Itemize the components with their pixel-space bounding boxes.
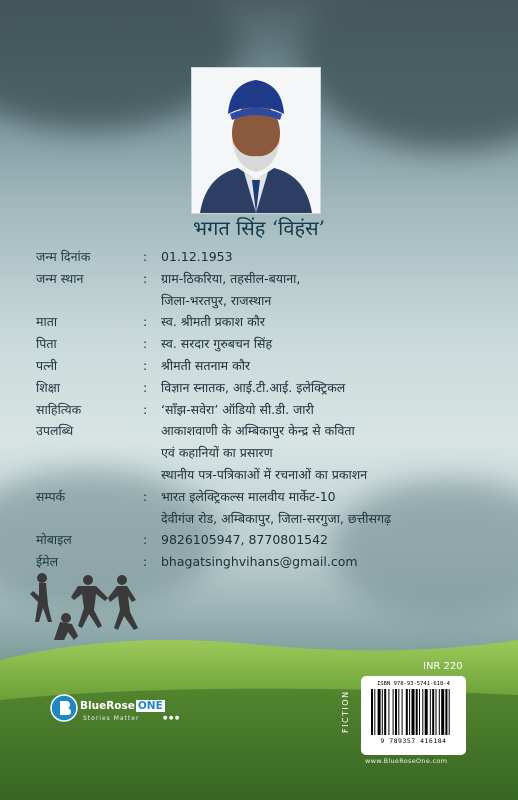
detail-value bbox=[161, 246, 496, 268]
cloud bbox=[300, 0, 518, 150]
detail-value-line: स्व. श्रीमती प्रकाश कौर bbox=[161, 314, 266, 330]
detail-value-line: 01.12.1953 bbox=[161, 249, 233, 264]
barcode-bar bbox=[425, 689, 428, 735]
detail-value-line: आकाशवाणी के अम्बिकापुर केन्द्र से कविता bbox=[161, 423, 355, 439]
detail-row bbox=[36, 399, 496, 421]
barcode-bar bbox=[378, 689, 381, 735]
author-details bbox=[36, 246, 496, 573]
barcode-bar bbox=[384, 689, 386, 735]
detail-value-line: ग्राम-ठिकरिया, तहसील-बयाना, bbox=[161, 270, 301, 286]
detail-value-line: देवीगंज रोड, अम्बिकापुर, जिला-सरगुजा, छत्तीसगढ़ bbox=[161, 510, 392, 526]
barcode-bar bbox=[398, 689, 399, 735]
detail-value bbox=[161, 529, 496, 551]
barcode-bars bbox=[371, 689, 456, 735]
isbn-barcode bbox=[361, 676, 466, 755]
detail-row bbox=[36, 529, 496, 551]
detail-separator: : bbox=[143, 249, 148, 264]
barcode-bar bbox=[402, 689, 403, 735]
detail-value bbox=[161, 377, 496, 399]
detail-row bbox=[36, 420, 496, 485]
detail-value-line: bhagatsinghvihans@gmail.com bbox=[161, 554, 358, 570]
detail-value-line: श्रीमती सतनाम कौर bbox=[161, 357, 251, 373]
detail-label: जन्म दिनांक bbox=[36, 249, 91, 264]
author-photo bbox=[191, 67, 321, 214]
detail-label: माता bbox=[36, 314, 58, 330]
barcode-bar bbox=[395, 689, 397, 735]
detail-row bbox=[36, 268, 496, 312]
detail-label: जन्म स्थान bbox=[36, 270, 84, 286]
detail-value bbox=[161, 399, 496, 421]
detail-value-line: 9826105947, 8770801542 bbox=[161, 532, 329, 548]
price: INR 220 bbox=[423, 661, 463, 672]
detail-value bbox=[161, 268, 496, 312]
detail-value-line: एवं कहानियों का प्रसारण bbox=[161, 445, 273, 461]
detail-separator: : bbox=[143, 314, 148, 330]
author-name: भगत सिंह ‘विहंस’ bbox=[193, 216, 325, 240]
detail-row bbox=[36, 355, 496, 377]
detail-value-line: स्व. सरदार गुरुबचन सिंह bbox=[161, 336, 273, 352]
detail-value bbox=[161, 333, 496, 355]
detail-label: शिक्षा bbox=[36, 379, 60, 395]
barcode-bar bbox=[439, 689, 440, 735]
barcode-bar bbox=[422, 689, 423, 735]
publisher-name: BlueRose ONE bbox=[80, 700, 163, 712]
detail-separator: : bbox=[143, 336, 148, 352]
children-silhouette bbox=[24, 570, 174, 642]
detail-value bbox=[161, 311, 496, 333]
detail-label: पत्नी bbox=[36, 357, 58, 373]
detail-row bbox=[36, 486, 496, 530]
social-icons: ● ● ● bbox=[163, 715, 180, 721]
detail-value bbox=[161, 486, 496, 530]
detail-value-line: भारत इलेक्ट्रिकल्स मालवीय मार्केट-10 bbox=[161, 488, 336, 504]
detail-value bbox=[161, 355, 496, 377]
barcode-bar bbox=[432, 689, 434, 735]
barcode-bar bbox=[449, 689, 450, 735]
detail-value-line: विज्ञान स्नातक, आई.टी.आई. इलेक्ट्रिकल bbox=[161, 379, 346, 395]
barcode-bar bbox=[416, 689, 418, 735]
barcode-bar bbox=[445, 689, 447, 735]
detail-separator: : bbox=[143, 488, 148, 504]
barcode-bar bbox=[441, 689, 444, 735]
detail-value-line: स्थानीय पत्र-पत्रिकाओं में रचनाओं का प्रकाशन bbox=[161, 466, 368, 482]
detail-value-line: जिला-भरतपुर, राजस्थान bbox=[161, 292, 272, 308]
barcode-bar bbox=[412, 689, 415, 735]
isbn-digits: 9 789357 416184 bbox=[380, 737, 447, 745]
detail-separator: : bbox=[143, 554, 148, 570]
detail-value bbox=[161, 551, 496, 573]
detail-label: उपलब्धि bbox=[36, 423, 74, 439]
barcode-bar bbox=[371, 689, 373, 735]
isbn-text: ISBN 978-93-5741-618-4 bbox=[377, 681, 450, 687]
detail-row bbox=[36, 311, 496, 333]
detail-label: सम्पर्क bbox=[36, 488, 66, 504]
barcode-bar bbox=[436, 689, 437, 735]
detail-row bbox=[36, 333, 496, 355]
detail-separator: : bbox=[143, 532, 148, 548]
publisher-website: www.BlueRoseOne.com bbox=[365, 757, 448, 765]
detail-label: मोबाइल bbox=[36, 532, 72, 548]
detail-row bbox=[36, 246, 496, 268]
publisher-tagline: Stories Matter bbox=[83, 715, 140, 722]
detail-row bbox=[36, 377, 496, 399]
detail-value bbox=[161, 420, 496, 485]
barcode-bar bbox=[419, 689, 420, 735]
barcode-bar bbox=[382, 689, 383, 735]
barcode-bar bbox=[388, 689, 389, 735]
barcode-bar bbox=[393, 689, 394, 735]
detail-separator: : bbox=[143, 270, 148, 286]
detail-separator: : bbox=[143, 357, 148, 373]
genre-label: FICTION bbox=[341, 690, 350, 733]
barcode-bar bbox=[409, 689, 410, 735]
detail-value-line: ‘साँझ-सवेरा’ ऑडियो सी.डी. जारी bbox=[161, 401, 314, 417]
detail-separator: : bbox=[143, 379, 148, 395]
barcode-bar bbox=[374, 689, 375, 735]
detail-separator bbox=[143, 420, 161, 485]
detail-separator: : bbox=[143, 401, 148, 417]
detail-label: ईमेल bbox=[36, 554, 59, 570]
bluerose-logo bbox=[50, 694, 78, 722]
barcode-bar bbox=[430, 689, 431, 735]
barcode-bar bbox=[406, 689, 408, 735]
detail-label: पिता bbox=[36, 336, 57, 352]
detail-label: साहित्यिक bbox=[36, 401, 82, 417]
